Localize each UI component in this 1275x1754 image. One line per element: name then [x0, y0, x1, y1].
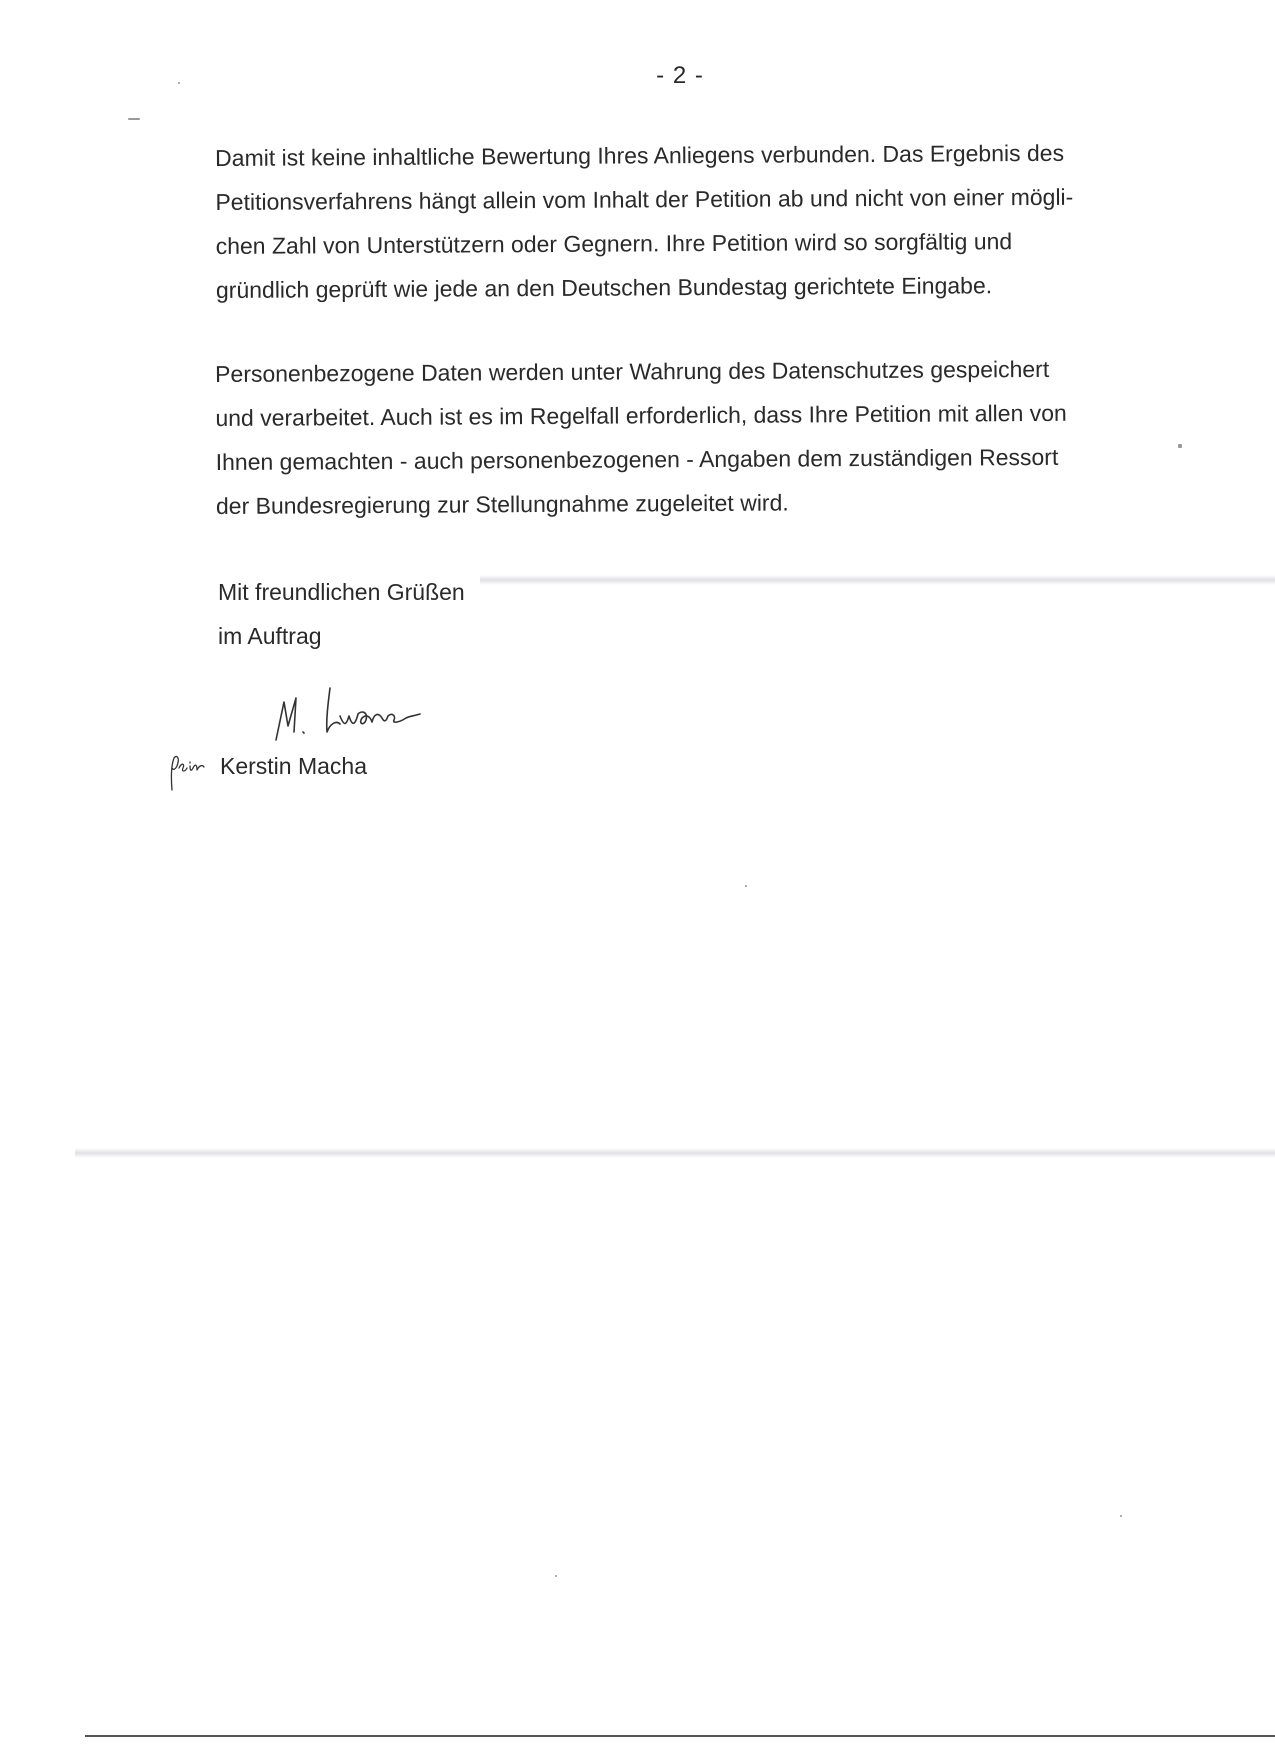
paragraph-line: Ihnen gemachten - auch personenbezogenen - Angaben dem zuständigen Ressort	[215, 443, 1059, 475]
paragraph-line: der Bundesregierung zur Stellungnahme zugeleitet wird.	[215, 489, 789, 519]
paragraph-line: chen Zahl von Unterstützern oder Gegnern. Ihre Petition wird so sorgfältig und	[215, 228, 1013, 259]
handwritten-initials	[166, 748, 216, 796]
paper-fold-upper	[480, 575, 1275, 585]
paper-fold-lower	[75, 1148, 1275, 1158]
paragraph-data-protection	[215, 346, 1176, 528]
paragraph-line: Petitionsverfahrens hängt allein vom Inhalt der Petition ab und nicht von einer mögli-	[215, 183, 1074, 215]
paragraph-evaluation	[215, 130, 1176, 312]
scan-speck	[1120, 1515, 1122, 1517]
paragraph-line: Personenbezogene Daten werden unter Wahrung des Datenschutzes gespeichert	[215, 355, 1050, 387]
closing-on-behalf: im Auftrag	[218, 623, 322, 649]
scan-speck	[178, 82, 180, 84]
paragraph-line: Damit ist keine inhaltliche Bewertung Ihres Anliegens verbunden. Das Ergebnis des	[215, 139, 1065, 171]
scan-speck	[745, 885, 747, 887]
scan-speck	[128, 118, 140, 120]
paragraph-line: und verarbeitet. Auch ist es im Regelfall erforderlich, dass Ihre Petition mit allen von	[215, 399, 1067, 431]
paragraph-line: gründlich geprüft wie jede an den Deutschen Bundestag gerichtete Eingabe.	[215, 272, 993, 303]
handwritten-signature	[270, 680, 470, 750]
page-number: - 2 -	[656, 62, 704, 89]
scan-speck	[1178, 444, 1182, 448]
scan-speck	[555, 1575, 557, 1577]
closing-greeting: Mit freundlichen Grüßen	[218, 579, 465, 605]
paper-bottom-edge	[85, 1735, 1275, 1737]
signer-name: Kerstin Macha	[220, 753, 368, 779]
